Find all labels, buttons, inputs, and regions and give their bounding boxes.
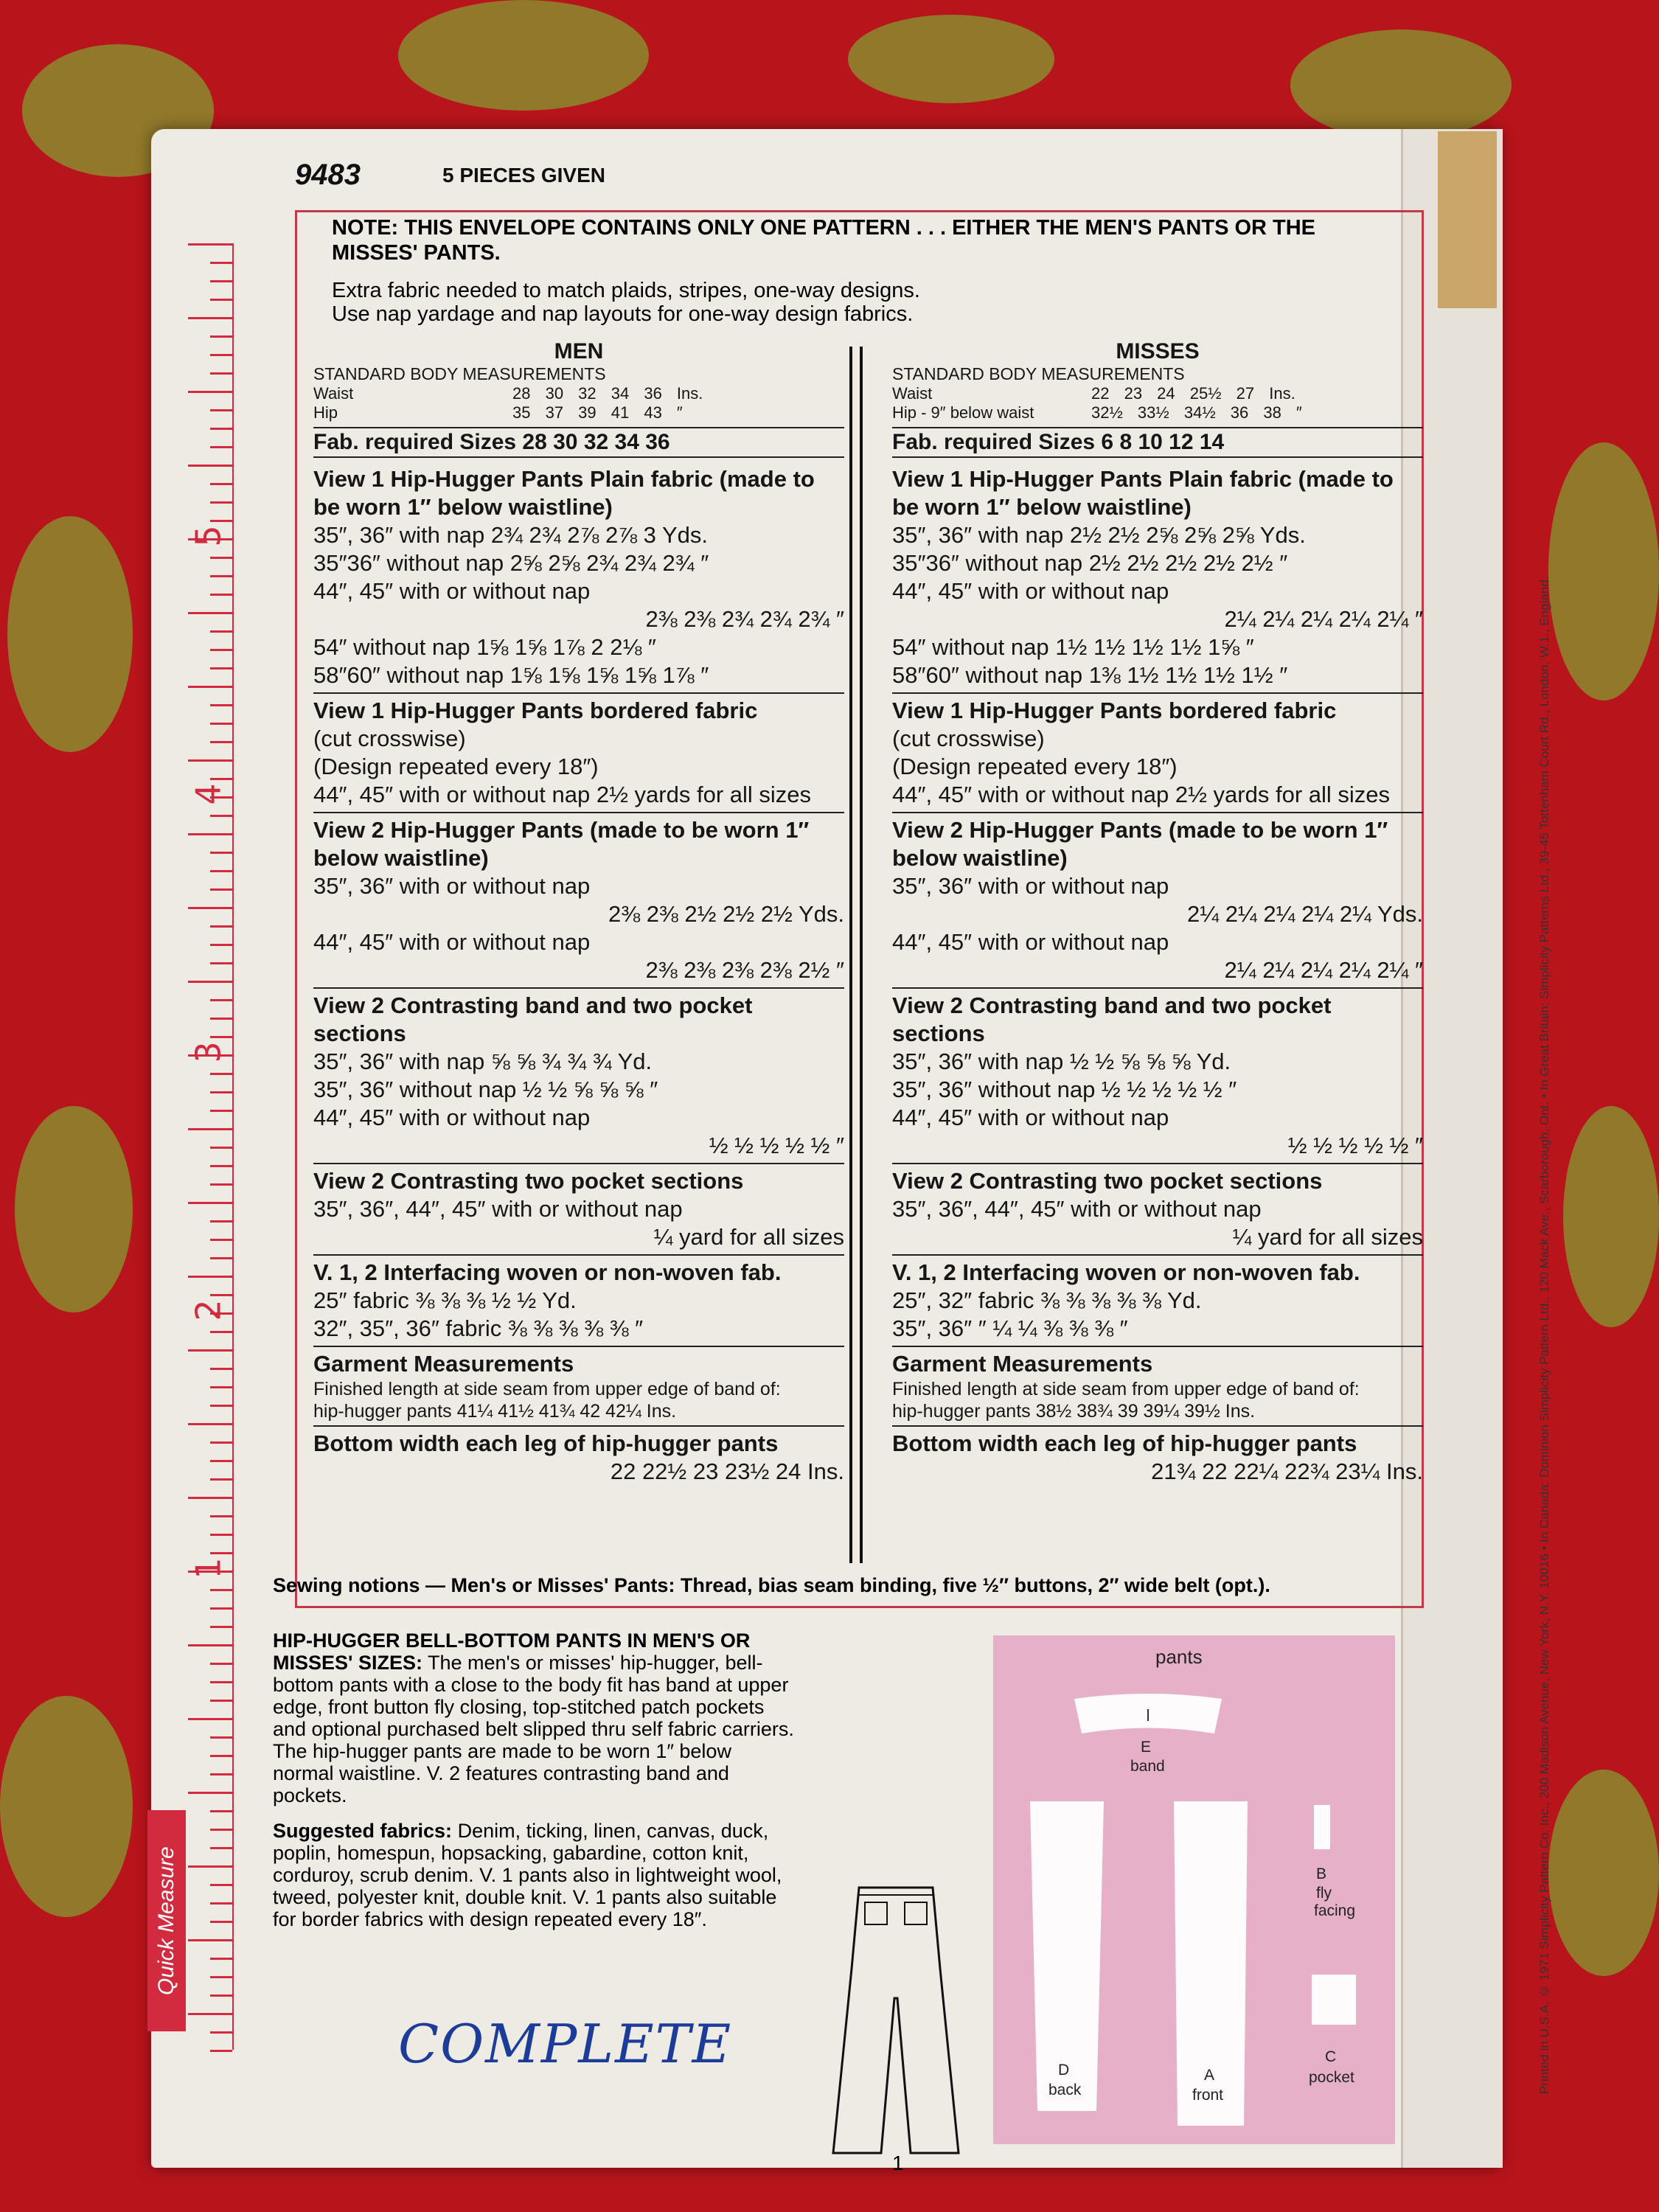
section-heading: View 1 Hip-Hugger Pants bordered fabric <box>892 698 1337 723</box>
pieces-given: 5 PIECES GIVEN <box>442 164 605 187</box>
ruler-tick <box>210 428 232 430</box>
section-heading: View 2 Contrasting two pocket sections <box>892 1168 1323 1194</box>
ruler-tick <box>210 1036 232 1038</box>
yardage-line: 35″, 36″ ″ ¼ ¼ ⅜ ⅜ ⅜ ″ <box>892 1315 1128 1341</box>
measurement-label: Hip <box>313 403 338 422</box>
yardage-line: 2⅜ 2⅜ 2½ 2½ 2½ Yds. <box>608 901 844 927</box>
quick-measure-ruler <box>155 243 234 2050</box>
bottom-width <box>313 1427 844 1489</box>
ruler-tick <box>210 1257 232 1259</box>
ruler-tick <box>188 1497 232 1499</box>
ruler-tick <box>188 1128 232 1130</box>
yardage-line: ½ ½ ½ ½ ½ ″ <box>709 1133 844 1158</box>
ruler-tick <box>210 1183 232 1186</box>
ruler-tick <box>210 962 232 964</box>
section-heading: View 1 Hip-Hugger Pants bordered fabric <box>313 698 758 723</box>
piece-name-pocket: pocket <box>1309 2069 1354 2086</box>
ruler-number: 3 <box>188 1041 229 1063</box>
garment-measurements <box>313 1347 844 1427</box>
ruler-number: 1 <box>188 1557 229 1579</box>
ruler-tick <box>210 1994 232 1997</box>
ruler-tick <box>210 372 232 375</box>
yardage-line: 35″36″ without nap 2½ 2½ 2½ 2½ 2½ ″ <box>892 550 1288 576</box>
section-heading: View 2 Hip-Hugger Pants (made to be worn 1″ below waistline) <box>313 817 810 871</box>
ruler-tick <box>210 1552 232 1554</box>
ruler-tick <box>188 1718 232 1720</box>
pieces-title: pants <box>1155 1646 1203 1668</box>
yardage-line: 44″, 45″ with or without nap <box>892 578 1169 604</box>
band-piece <box>1074 1693 1222 1745</box>
yardage-line: 25″, 32″ fabric ⅜ ⅜ ⅜ ⅜ ⅜ Yd. <box>892 1287 1202 1313</box>
yardage-section <box>313 462 844 694</box>
piece-letter-e: E <box>1141 1739 1152 1756</box>
yardage-line: 44″, 45″ with or without nap 2½ yards for all sizes <box>892 782 1391 807</box>
ruler-tick <box>210 925 232 928</box>
ruler-tick <box>188 612 232 614</box>
ruler-tick <box>188 1423 232 1425</box>
measurement-values: 28 30 32 34 36 Ins. <box>512 384 703 403</box>
ruler-tick <box>210 1091 232 1093</box>
yardage-line: 2¼ 2¼ 2¼ 2¼ 2¼ ″ <box>1224 606 1423 632</box>
garment-measurements <box>892 1347 1423 1427</box>
ruler-tick <box>210 1700 232 1702</box>
ruler-tick <box>210 1589 232 1591</box>
publisher-imprint: Printed in U.S.A. © 1971 Simplicity Pattern Co. Inc., 200 Madison Avenue, New York, N.Y. 10016 • In Canada: Dominion Simplicity Pattern Ltd., 120 Mack Ave., Scarborough, Ont. • In Great Britain: Simplicity Patterns Ltd., 39-45 Tottenham Court Rd., London, W.1., England. <box>1537 576 1551 2094</box>
ruler-tick <box>188 1792 232 1794</box>
bottom-values: 22 22½ 23 23½ 24 Ins. <box>610 1458 844 1484</box>
yardage-section <box>892 813 1423 989</box>
yardage-line: 35″, 36″ with nap 2¾ 2¾ 2⅞ 2⅞ 3 Yds. <box>313 522 708 548</box>
measurement-row <box>892 403 1423 422</box>
pants-sketch-icon <box>830 1873 962 2160</box>
ruler-tick <box>188 2013 232 2015</box>
yardage-line: 2⅜ 2⅜ 2⅜ 2⅜ 2½ ″ <box>645 957 844 983</box>
section-heading: View 2 Contrasting band and two pocket sections <box>313 992 753 1046</box>
yardage-line: 44″, 45″ with or without nap <box>313 929 591 955</box>
yardage-line: 35″, 36″, 44″, 45″ with or without nap <box>313 1196 683 1222</box>
pattern-pieces-diagram <box>993 1635 1395 2144</box>
yardage-line: 35″, 36″, 44″, 45″ with or without nap <box>892 1196 1262 1222</box>
section-heading: View 1 Hip-Hugger Pants Plain fabric (made to be worn 1″ below waistline) <box>313 466 815 520</box>
yardage-section <box>892 1256 1423 1347</box>
column-title: MISSES <box>1116 339 1200 364</box>
yardage-line: 58″60″ without nap 1⅝ 1⅝ 1⅝ 1⅝ 1⅞ ″ <box>313 662 709 688</box>
ruler-tick <box>210 1110 232 1112</box>
yardage-section <box>892 462 1423 694</box>
ruler-tick <box>210 1736 232 1739</box>
ruler-tick <box>210 299 232 301</box>
measurement-row <box>313 384 844 403</box>
ruler-tick <box>210 1755 232 1757</box>
ruler-tick <box>210 1147 232 1149</box>
fabric-required-header: Fab. required Sizes 6 8 10 12 14 <box>892 427 1423 458</box>
garment-heading: Garment Measurements <box>313 1351 574 1377</box>
yardage-line: 35″, 36″ with nap ⅝ ⅝ ¾ ¾ ¾ Yd. <box>313 1048 653 1074</box>
ruler-tick <box>210 1607 232 1610</box>
yardage-section <box>313 1256 844 1347</box>
piece-letter-a: A <box>1204 2067 1215 2084</box>
yardage-line: 35″, 36″ with nap 2½ 2½ 2⅝ 2⅝ 2⅝ Yds. <box>892 522 1306 548</box>
pattern-number: 9483 <box>295 159 361 191</box>
bottom-values: 21¾ 22 22¼ 22¾ 23¼ Ins. <box>1151 1458 1423 1484</box>
suggested-body: Denim, ticking, linen, canvas, duck, poplin, homespun, hopsacking, gabardine, cotton knit, corduroy, scrub denim. V. 1 pants also in lightweight wool, tweed, polyester knit, double knit. V. 1 pants also suitable for border fabrics with design repeated every 18″. <box>273 1820 782 1930</box>
yardage-line: 35″, 36″ without nap ½ ½ ⅝ ⅝ ⅝ ″ <box>313 1077 658 1102</box>
yardage-line: 54″ without nap 1½ 1½ 1½ 1½ 1⅝ ″ <box>892 634 1254 660</box>
ruler-tick <box>188 243 232 246</box>
yardage-line: 44″, 45″ with or without nap <box>313 1105 591 1130</box>
ruler-tick <box>210 723 232 725</box>
ruler-tick <box>210 409 232 411</box>
ruler-tick <box>210 778 232 780</box>
description-body: The men's or misses' hip-hugger, bell-bottom pants with a close to the body fit has band at upper edge, front button fly closing, top-stitched patch pockets and optional purchased belt slipped thru self fabric carriers. The hip-hugger pants are made to be worn 1″ below normal waistline. V. 2 features contrasting band and pockets. <box>273 1652 794 1806</box>
ruler-tick <box>210 2031 232 2034</box>
tape-strip <box>1438 131 1497 308</box>
yardage-section <box>892 694 1423 813</box>
ruler-tick <box>210 1921 232 1923</box>
ruler-tick <box>210 852 232 854</box>
handwritten-complete: COMPLETE <box>398 2013 733 2075</box>
ruler-tick <box>188 1865 232 1868</box>
ruler-tick <box>210 1478 232 1481</box>
section-heading: V. 1, 2 Interfacing woven or non-woven fab. <box>313 1259 782 1285</box>
extra-fabric-note <box>332 279 1379 326</box>
ruler-tick <box>210 335 232 338</box>
yardage-section <box>313 989 844 1164</box>
ruler-tick <box>188 1276 232 1278</box>
page-number: 1 <box>892 2152 904 2174</box>
garment-values: hip-hugger pants 38½ 38¾ 39 39¼ 39½ Ins. <box>892 1401 1256 1422</box>
ruler-tick <box>188 317 232 319</box>
ruler-tick <box>210 1405 232 1407</box>
section-heading: View 2 Contrasting two pocket sections <box>313 1168 744 1194</box>
yardage-line: 35″, 36″ with nap ½ ½ ⅝ ⅝ ⅝ Yd. <box>892 1048 1231 1074</box>
suggested-title: Suggested fabrics: <box>273 1820 453 1842</box>
ruler-tick <box>188 686 232 688</box>
measurement-label: Waist <box>313 384 354 403</box>
yardage-line: 2¼ 2¼ 2¼ 2¼ 2¼ Yds. <box>1186 901 1423 927</box>
garment-values: hip-hugger pants 41¼ 41½ 41¾ 42 42¼ Ins. <box>313 1401 677 1422</box>
ruler-tick <box>210 1294 232 1296</box>
ruler-tick <box>210 741 232 743</box>
ruler-tick <box>210 1810 232 1812</box>
bottom-width <box>892 1427 1423 1489</box>
body-measurements-heading: STANDARD BODY MEASUREMENTS <box>892 364 1185 383</box>
ruler-tick <box>210 1239 232 1241</box>
ruler-tick <box>210 594 232 596</box>
ruler-tick <box>210 1368 232 1370</box>
piece-name-band: band <box>1130 1758 1165 1775</box>
ruler-tick <box>210 1460 232 1462</box>
ruler-tick <box>210 1902 232 1905</box>
extra-line: Use nap yardage and nap layouts for one-way design fabrics. <box>332 302 914 326</box>
measurement-values: 22 23 24 25½ 27 Ins. <box>1091 384 1295 403</box>
yardage-section <box>313 694 844 813</box>
description <box>273 1630 796 1930</box>
yardage-line: (cut crosswise) <box>892 726 1045 751</box>
ruler-tick <box>210 1884 232 1886</box>
ruler-tick <box>210 667 232 669</box>
ruler-tick <box>210 1220 232 1222</box>
ruler-tick <box>210 1847 232 1849</box>
extra-line: Extra fabric needed to match plaids, stripes, one-way designs. <box>332 279 920 302</box>
ruler-tick <box>210 999 232 1001</box>
measurement-row <box>892 384 1423 403</box>
ruler-tick <box>210 1515 232 1517</box>
ruler-tick <box>188 1349 232 1352</box>
ruler-label: Quick Measure <box>147 1810 186 2031</box>
ruler-number: 2 <box>188 1299 229 1321</box>
measurement-label: Hip - 9″ below waist <box>892 403 1034 422</box>
yardage-line: 35″, 36″ without nap ½ ½ ½ ½ ½ ″ <box>892 1077 1237 1102</box>
ruler-tick <box>210 1773 232 1775</box>
piece-name-facing: facing <box>1314 1902 1356 1919</box>
ruler-tick <box>210 1386 232 1388</box>
piece-letter-b: B <box>1316 1865 1327 1882</box>
ruler-tick <box>210 704 232 706</box>
ruler-tick <box>210 1073 232 1075</box>
ruler-tick <box>210 483 232 485</box>
ruler-tick <box>210 630 232 633</box>
piece-letter-d: D <box>1058 2062 1070 2079</box>
ruler-tick <box>210 520 232 522</box>
yardage-line: 25″ fabric ⅜ ⅜ ⅜ ½ ½ Yd. <box>313 1287 577 1313</box>
yardage-line: ¼ yard for all sizes <box>653 1224 844 1250</box>
yardage-section <box>892 1164 1423 1256</box>
ruler-tick <box>210 575 232 577</box>
yardage-line: 44″, 45″ with or without nap 2½ yards for all sizes <box>313 782 812 807</box>
body-measurements-heading: STANDARD BODY MEASUREMENTS <box>313 364 606 383</box>
yardage-line: ½ ½ ½ ½ ½ ″ <box>1287 1133 1423 1158</box>
garment-text: Finished length at side seam from upper edge of band of: <box>892 1379 1360 1399</box>
ruler-tick <box>210 2050 232 2052</box>
measurement-values: 32½ 33½ 34½ 36 38 ″ <box>1091 403 1302 422</box>
fly-facing-piece <box>1314 1805 1330 1849</box>
suggested-fabrics <box>273 1820 796 1930</box>
measurement-values: 35 37 39 41 43 ″ <box>512 403 683 422</box>
ruler-tick <box>210 1663 232 1665</box>
bottom-heading: Bottom width each leg of hip-hugger pants <box>313 1430 779 1456</box>
yardage-line: (Design repeated every 18″) <box>892 754 1178 779</box>
yardage-line: 32″, 35″, 36″ fabric ⅜ ⅜ ⅜ ⅜ ⅜ ″ <box>313 1315 644 1341</box>
garment-heading: Garment Measurements <box>892 1351 1153 1377</box>
piece-name-back: back <box>1048 2081 1082 2098</box>
ruler-tick <box>210 557 232 559</box>
ruler-tick <box>188 1644 232 1646</box>
ruler-tick <box>188 1202 232 1204</box>
garment-text: Finished length at side seam from upper edge of band of: <box>313 1379 781 1399</box>
ruler-number: 5 <box>188 525 229 547</box>
ruler-tick <box>210 1331 232 1333</box>
ruler-tick <box>188 833 232 835</box>
ruler-tick <box>210 354 232 356</box>
section-heading: View 2 Hip-Hugger Pants (made to be worn 1″ below waistline) <box>892 817 1388 871</box>
yardage-line: 58″60″ without nap 1⅜ 1½ 1½ 1½ 1½ ″ <box>892 662 1288 688</box>
yardage-line: (cut crosswise) <box>313 726 466 751</box>
ruler-tick <box>210 1958 232 1960</box>
yardage-line: 44″, 45″ with or without nap <box>892 929 1169 955</box>
misses-column <box>892 339 1423 1489</box>
yardage-section <box>892 989 1423 1164</box>
yardage-line: 44″, 45″ with or without nap <box>313 578 591 604</box>
measurement-row <box>313 403 844 422</box>
ruler-tick <box>210 1829 232 1831</box>
ruler-tick <box>210 649 232 651</box>
ruler-tick <box>210 1626 232 1628</box>
ruler-tick <box>188 391 232 393</box>
section-heading: View 1 Hip-Hugger Pants Plain fabric (made to be worn 1″ below waistline) <box>892 466 1394 520</box>
yardage-line: 54″ without nap 1⅝ 1⅝ 1⅞ 2 2⅛ ″ <box>313 634 656 660</box>
ruler-tick <box>188 1939 232 1941</box>
ruler-tick <box>210 1018 232 1020</box>
yardage-line: 35″36″ without nap 2⅝ 2⅝ 2¾ 2¾ 2¾ ″ <box>313 550 709 576</box>
ruler-tick <box>210 1976 232 1978</box>
section-heading: V. 1, 2 Interfacing woven or non-woven fab. <box>892 1259 1360 1285</box>
yardage-line: ¼ yard for all sizes <box>1232 1224 1423 1250</box>
ruler-tick <box>210 1165 232 1167</box>
piece-name-fly: fly <box>1316 1885 1332 1902</box>
yardage-line: 44″, 45″ with or without nap <box>892 1105 1169 1130</box>
ruler-number: 4 <box>188 783 229 805</box>
section-heading: View 2 Contrasting band and two pocket sections <box>892 992 1332 1046</box>
envelope-note: NOTE: THIS ENVELOPE CONTAINS ONLY ONE PATTERN . . . EITHER THE MEN'S PANTS OR THE MISSES' PANTS. <box>332 216 1316 265</box>
yardage-section <box>313 1164 844 1256</box>
ruler-tick <box>210 944 232 946</box>
sewing-notions: Sewing notions — Men's or Misses' Pants: Thread, bias seam binding, five ½″ buttons, 2″ wide belt (opt.). <box>273 1574 1270 1596</box>
ruler-tick <box>210 501 232 504</box>
ruler-tick <box>188 981 232 983</box>
yardage-line: 35″, 36″ with or without nap <box>892 873 1169 899</box>
ruler-tick <box>210 1441 232 1444</box>
yardage-line: (Design repeated every 18″) <box>313 754 599 779</box>
measurement-label: Waist <box>892 384 933 403</box>
yardage-line: 2⅜ 2⅜ 2¾ 2¾ 2¾ ″ <box>645 606 844 632</box>
ruler-tick <box>210 1681 232 1683</box>
ruler-tick <box>210 446 232 448</box>
ruler-tick <box>210 870 232 872</box>
piece-name-front: front <box>1192 2087 1224 2104</box>
bottom-heading: Bottom width each leg of hip-hugger pants <box>892 1430 1357 1456</box>
column-divider <box>849 347 863 1563</box>
pocket-piece <box>1312 1975 1356 2025</box>
yardage-line: 35″, 36″ with or without nap <box>313 873 591 899</box>
ruler-tick <box>188 907 232 909</box>
ruler-tick <box>210 888 232 891</box>
ruler-tick <box>188 465 232 467</box>
ruler-tick <box>188 759 232 762</box>
piece-letter-c: C <box>1325 2048 1337 2065</box>
ruler-tick <box>210 1534 232 1536</box>
fabric-required-header: Fab. required Sizes 28 30 32 34 36 <box>313 427 844 458</box>
ruler-tick <box>210 280 232 282</box>
column-title: MEN <box>554 339 604 364</box>
yardage-line: 2¼ 2¼ 2¼ 2¼ 2¼ ″ <box>1224 957 1423 983</box>
description-title: HIP-HUGGER BELL-BOTTOM PANTS IN MEN'S OR MISSES' SIZES: <box>273 1630 751 1674</box>
ruler-tick <box>210 815 232 817</box>
yardage-section <box>313 813 844 989</box>
men-column <box>313 339 844 1489</box>
ruler-tick <box>210 262 232 264</box>
